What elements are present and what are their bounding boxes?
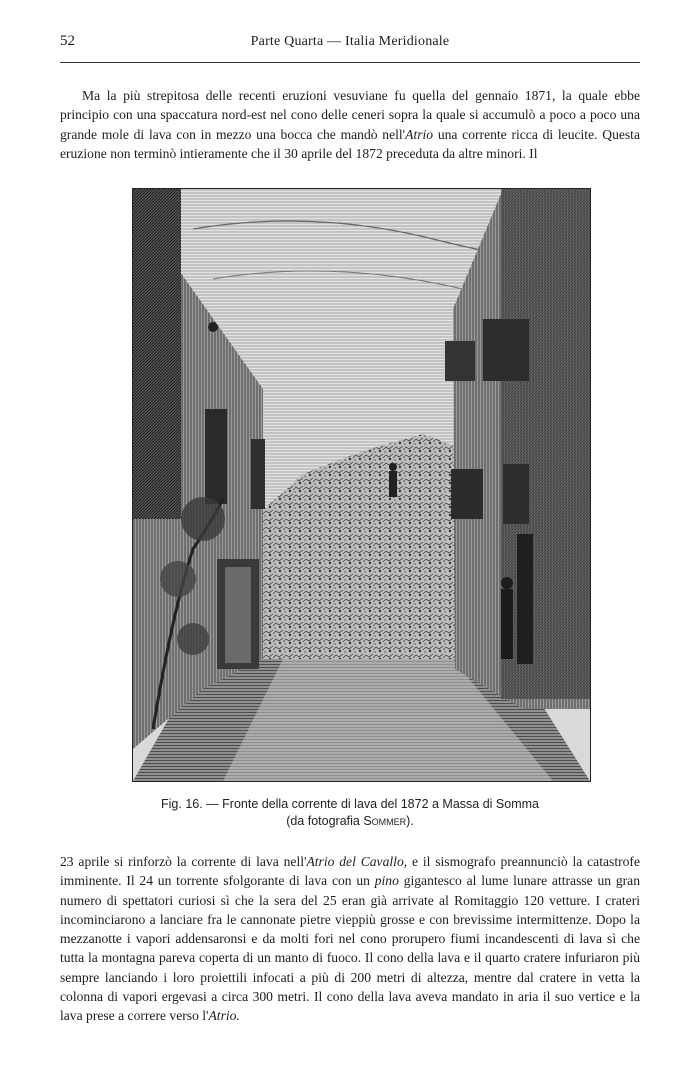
engraving-illustration	[132, 188, 591, 782]
bottom-paragraph	[60, 852, 640, 1026]
pino-emphasis: pino	[374, 873, 399, 889]
page-header	[60, 33, 640, 55]
page-number: 52	[60, 33, 75, 49]
person-in-doorway	[501, 589, 513, 659]
person-on-lava	[389, 471, 397, 497]
atrio-emphasis: Atrio	[405, 126, 434, 142]
bottom-paragraph-text: 23 aprile si rinforzò la corrente di lava nell'Atrio del Cavallo, e il sismografo preannunciò la catastrofe imminente. Il 24 un torrente sfolgorante di lava con un pino gigantesco al lume lunare attrasse un gran numero di spettatori curiosi sì che la sera del 25 eran già arrivate al Romitaggio 120 vetture. I crateri incominciarono a lanciare fra le cannonate pietre vieppiù grosse e con brevissime intermittenze. Dopo la mezzanotte i vapori addensaronsi e da molti fori nel cono prorupero fiumi incandescenti di lava sì che tutta la montagna pareva coperta di un manto di fuoco. Il cono della lava e il quarto cratere infuriaron più sempre lanciando i loro proiettili infocati a più di 200 metri di altezza, mentre dal cratere in vetta la colonna di vapori ergevasi a circa 300 metri. Il cono della lava aveva mandato in aria il suo vertice e la lava prese a correre verso l'Atrio.	[60, 854, 640, 1024]
top-paragraph	[60, 86, 640, 163]
caption-line-1: Fig. 16. — Fronte della corrente di lava del 1872 a Massa di Somma	[161, 797, 539, 811]
header-rule	[60, 62, 640, 63]
engraving-svg	[133, 189, 590, 781]
figure-caption	[60, 796, 640, 830]
caption-line-2: (da fotografia Sommer).	[286, 814, 414, 828]
photographer-name: Sommer	[363, 814, 407, 828]
top-paragraph-text: Ma la più strepitosa delle recenti eruzioni vesuviane fu quella del gennaio 1871, la quale ebbe principio con una spaccatura nord-est nel cono delle ceneri sopra la quale si accumulò a poco a poco una grande mole di lava con in mezzo una bocca che mandò nell'Atrio una corrente ricca di leucite. Questa eruzione non terminò intieramente che il 30 aprile del 1872 preceduta da altre minori. Il	[60, 88, 640, 161]
atrio-emphasis-end: Atrio.	[208, 1008, 240, 1024]
atrio-del-cavallo-emphasis: Atrio del Cavallo,	[306, 854, 408, 869]
running-title: Parte Quarta — Italia Meridionale	[250, 34, 450, 49]
